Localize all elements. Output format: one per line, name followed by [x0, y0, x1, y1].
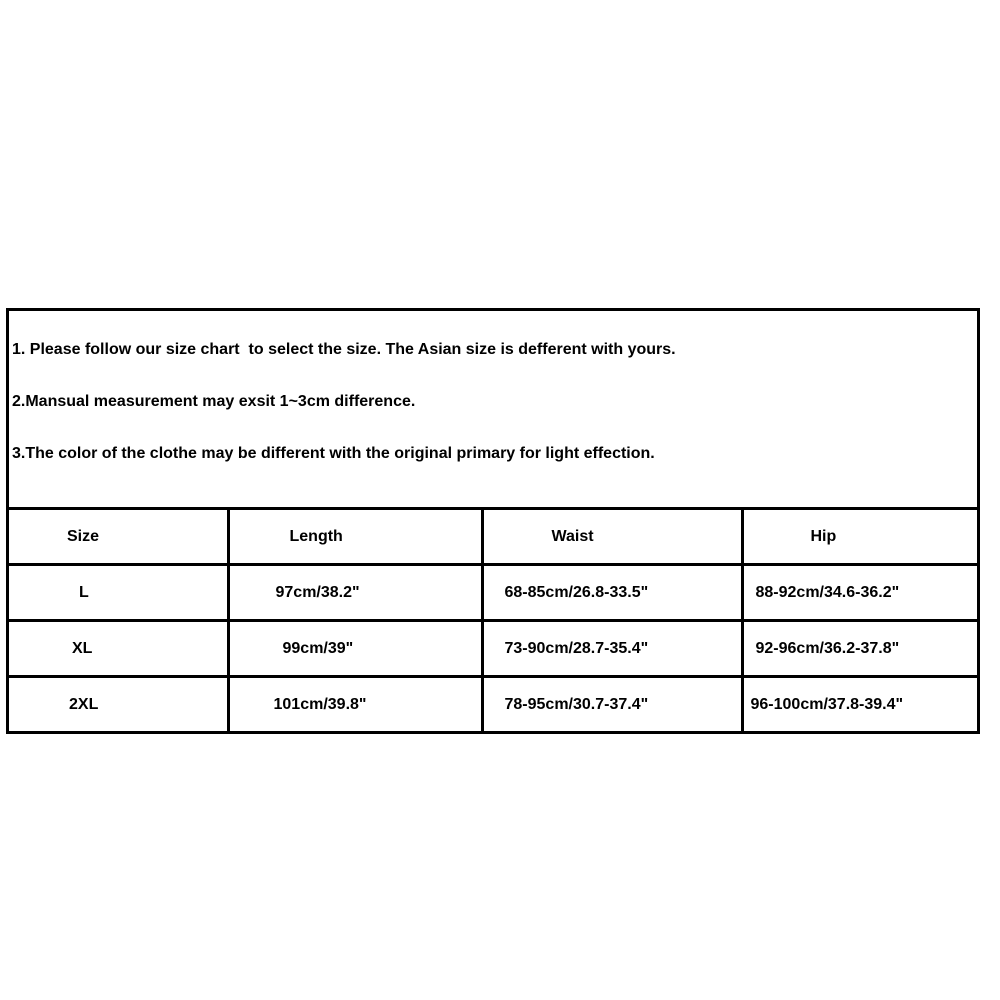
- cell-hip: 96-100cm/37.8-39.4": [750, 695, 904, 713]
- cell-hip: 92-96cm/36.2-37.8": [742, 621, 977, 677]
- cell-size: XL: [9, 621, 228, 677]
- cell-length: 99cm/39": [228, 621, 482, 677]
- note-color: 3.The color of the clothe may be different with the original primary for light effection.: [12, 445, 655, 462]
- size-notes: [9, 311, 977, 510]
- size-chart-sheet: [6, 308, 980, 734]
- header-length: Length: [228, 510, 482, 565]
- header-size: Size: [9, 510, 228, 565]
- cell-size: 2XL: [9, 677, 228, 732]
- cell-length: 97cm/38.2": [228, 565, 482, 621]
- size-table: [9, 510, 977, 731]
- table-row: [9, 565, 977, 621]
- note-size-chart: 1. Please follow our size chart to select the size. The Asian size is defferent with yours.: [12, 341, 676, 358]
- table-header-row: [9, 510, 977, 565]
- cell-waist: 68-85cm/26.8-33.5": [482, 565, 742, 621]
- header-waist: Waist: [482, 510, 742, 565]
- note-measurement: 2.Mansual measurement may exsit 1~3cm difference.: [12, 393, 416, 410]
- table-row: [9, 621, 977, 677]
- cell-hip: 88-92cm/34.6-36.2": [742, 565, 977, 621]
- cell-waist: 78-95cm/30.7-37.4": [482, 677, 742, 732]
- header-hip: Hip: [742, 510, 977, 565]
- cell-length: 101cm/39.8": [228, 677, 482, 732]
- cell-waist: 73-90cm/28.7-35.4": [482, 621, 742, 677]
- table-row: [9, 677, 977, 732]
- cell-size: L: [9, 565, 228, 621]
